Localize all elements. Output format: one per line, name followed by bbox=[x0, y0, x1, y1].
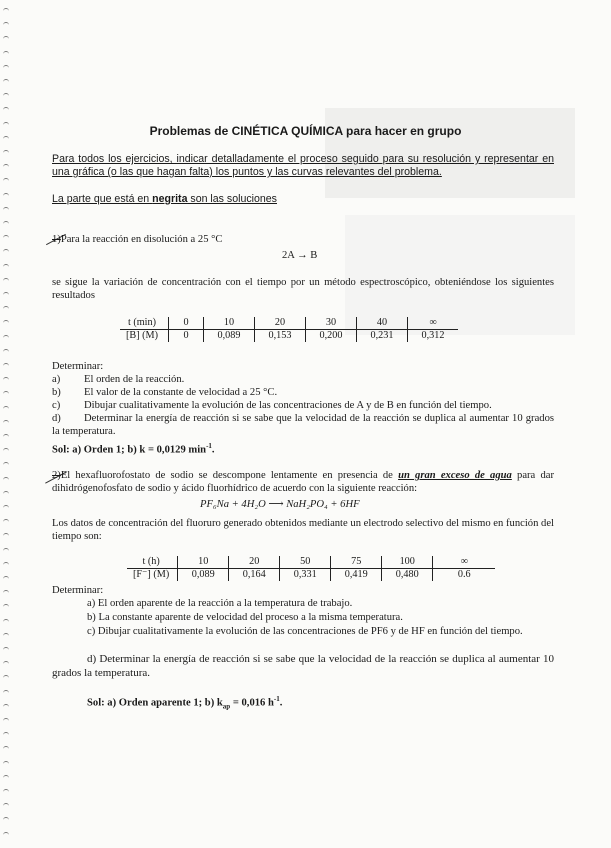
table-cell: 0,312 bbox=[407, 330, 458, 343]
binding-mark bbox=[3, 235, 9, 239]
table-cell: 0,419 bbox=[331, 569, 382, 582]
table-cell: [F⁻] (M) bbox=[133, 569, 170, 580]
binding-mark bbox=[3, 576, 9, 580]
item-letter: a) bbox=[52, 374, 61, 385]
binding-mark bbox=[3, 306, 9, 310]
ex2-table bbox=[127, 556, 495, 581]
table-cell: ∞ bbox=[407, 317, 458, 330]
binding-mark bbox=[3, 775, 9, 779]
item-text: Dibujar cualitativamente la evolución de las concentraciones de A y de B en función del tiempo. bbox=[84, 400, 492, 411]
binding-mark bbox=[3, 832, 9, 836]
binding-mark bbox=[3, 51, 9, 55]
ex2-intro bbox=[52, 469, 554, 495]
binding-mark bbox=[3, 548, 9, 552]
binding-mark bbox=[3, 335, 9, 339]
binding-mark bbox=[3, 477, 9, 481]
binding-mark bbox=[3, 93, 9, 97]
solution-text: Sol: a) Orden aparente 1; b) k bbox=[87, 697, 223, 709]
ex1-intro bbox=[52, 233, 222, 246]
item-text: El orden de la reacción. bbox=[84, 374, 185, 385]
binding-mark bbox=[3, 448, 9, 452]
binding-mark bbox=[3, 533, 9, 537]
solutions-note bbox=[52, 193, 277, 206]
table-cell: 0,153 bbox=[254, 330, 305, 343]
binding-mark bbox=[3, 221, 9, 225]
binding-mark bbox=[3, 207, 9, 211]
ex2-data-text: Los datos de concentración del fluoruro generado obtenidos mediante un electrodo selectivo del mismo en función del tiempo son: bbox=[52, 518, 554, 542]
item-text: Determinar la energía de reacción si se sabe que la velocidad de la reacción se duplica al aumentar 10 grados la temperatura. bbox=[52, 413, 554, 437]
table-cell: ∞ bbox=[433, 556, 496, 569]
binding-mark bbox=[3, 704, 9, 708]
binding-mark bbox=[3, 491, 9, 495]
list-item: b) La constante aparente de velocidad del proceso a la misma temperatura. bbox=[87, 612, 403, 623]
table-row bbox=[120, 317, 458, 330]
note-bold: negrita bbox=[152, 193, 188, 205]
note-post: son las soluciones bbox=[187, 193, 277, 205]
ex1-reaction: 2A → B bbox=[282, 250, 318, 261]
ex1-text: se sigue la variación de concentración con el tiempo por un método espectroscópico, obteniéndose los siguientes resultados bbox=[52, 277, 554, 301]
table-cell: 40 bbox=[356, 317, 407, 330]
binding-mark bbox=[3, 164, 9, 168]
table-cell: 30 bbox=[305, 317, 356, 330]
binding-mark bbox=[3, 562, 9, 566]
ex2-solution bbox=[87, 693, 282, 714]
table-cell: [B] (M) bbox=[126, 330, 158, 341]
binding-mark bbox=[3, 193, 9, 197]
binding-mark bbox=[3, 633, 9, 637]
binding-mark bbox=[3, 434, 9, 438]
ex2-reaction: PF₆Na + 4H₂O ⟶ NaH₂PO₄ + 6HF bbox=[200, 499, 360, 510]
binding-mark bbox=[3, 505, 9, 509]
ex2-determine: Determinar: bbox=[52, 585, 104, 596]
table-cell: 0 bbox=[168, 317, 203, 330]
table-cell: 0,089 bbox=[178, 569, 229, 582]
binding-mark bbox=[3, 349, 9, 353]
solution-mid: = 0,016 h bbox=[230, 697, 274, 709]
binding-mark bbox=[3, 817, 9, 821]
table-cell: 0,164 bbox=[229, 569, 280, 582]
ex2-text-emph: un gran exceso de agua bbox=[398, 470, 512, 481]
binding-mark bbox=[3, 406, 9, 410]
binding-mark bbox=[3, 732, 9, 736]
list-item bbox=[52, 399, 554, 412]
solution-text: Sol: a) Orden 1; b) k = 0,0129 min bbox=[52, 444, 207, 456]
binding-mark bbox=[3, 746, 9, 750]
table-cell: 0,331 bbox=[280, 569, 331, 582]
solution-sub: ap bbox=[222, 702, 231, 711]
binding-mark bbox=[3, 292, 9, 296]
binding-mark bbox=[3, 690, 9, 694]
table-cell: 100 bbox=[382, 556, 433, 569]
list-item: d) Determinar la energía de reacción si se sabe que la velocidad de la reacción se duplica al aumentar 10 grados la temperatura. bbox=[52, 653, 554, 679]
list-item bbox=[52, 386, 554, 399]
binding-mark bbox=[3, 619, 9, 623]
binding-mark bbox=[3, 65, 9, 69]
binding-mark bbox=[3, 264, 9, 268]
list-item: a) El orden aparente de la reacción a la temperatura de trabajo. bbox=[87, 598, 353, 609]
table-row bbox=[120, 330, 458, 343]
solution-end: . bbox=[279, 697, 283, 709]
intro-text: Para todos los ejercicios, indicar detalladamente el proceso seguido para su resolución y representar en una gráfica (o las que hagan falta) los puntos y las curvas relevantes del problema. bbox=[52, 153, 554, 178]
table-cell: 0.6 bbox=[433, 569, 496, 582]
table-cell: 75 bbox=[331, 556, 382, 569]
table-cell: 0 bbox=[168, 330, 203, 343]
table-cell: 0,200 bbox=[305, 330, 356, 343]
ex2-number: 2) bbox=[52, 470, 61, 481]
table-cell: 0,089 bbox=[203, 330, 254, 343]
binding-mark bbox=[3, 675, 9, 679]
item-text: El valor de la constante de velocidad a 25 °C. bbox=[84, 387, 278, 398]
table-cell: 20 bbox=[254, 317, 305, 330]
binding-mark bbox=[3, 363, 9, 367]
binding-mark bbox=[3, 462, 9, 466]
binding-mark bbox=[3, 661, 9, 665]
solution-sup: -1 bbox=[206, 442, 212, 450]
note-pre: La parte que está en bbox=[52, 193, 153, 205]
binding-mark bbox=[3, 36, 9, 40]
binding-mark bbox=[3, 803, 9, 807]
binding-mark bbox=[3, 249, 9, 253]
page-title: Problemas de CINÉTICA QUÍMICA para hacer en grupo bbox=[149, 124, 462, 138]
binding-mark bbox=[3, 718, 9, 722]
solution-sup: -1 bbox=[273, 695, 280, 703]
table-cell: 20 bbox=[229, 556, 280, 569]
table-cell: t (h) bbox=[127, 556, 178, 569]
list-item bbox=[52, 373, 554, 386]
binding-mark bbox=[3, 320, 9, 324]
item-letter: d) bbox=[52, 413, 61, 424]
binding-mark bbox=[3, 590, 9, 594]
binding-mark bbox=[3, 107, 9, 111]
item-letter: c) bbox=[52, 400, 61, 411]
table-cell: 50 bbox=[280, 556, 331, 569]
binding-mark bbox=[3, 178, 9, 182]
list-item bbox=[52, 412, 554, 438]
binding-mark bbox=[3, 420, 9, 424]
table-row bbox=[127, 556, 495, 569]
binding-mark bbox=[3, 647, 9, 651]
ex1-determine: Determinar: bbox=[52, 361, 104, 372]
binding-mark bbox=[3, 519, 9, 523]
item-letter: b) bbox=[52, 387, 61, 398]
ex1-solution bbox=[52, 440, 215, 457]
ex1-intro-text: Para la reacción en disolución a 25 °C bbox=[60, 234, 223, 245]
ex1-table bbox=[120, 317, 458, 342]
binding-mark bbox=[3, 8, 9, 12]
table-cell: 10 bbox=[203, 317, 254, 330]
binding-mark bbox=[3, 278, 9, 282]
ex2-text-post: para dar dihidrógenofosfato de sodio y ácido fluorhídrico de acuerdo con la siguiente reacción: bbox=[52, 470, 554, 494]
binding-mark bbox=[3, 150, 9, 154]
table-cell: 0,231 bbox=[356, 330, 407, 343]
table-cell: 0,480 bbox=[382, 569, 433, 582]
ex1-number: 1) bbox=[52, 234, 61, 245]
ex2-text-pre: El hexafluorofostato de sodio se descompone lentamente en presencia de bbox=[60, 470, 399, 481]
binding-mark bbox=[3, 79, 9, 83]
list-item: c) Dibujar cualitativamente la evolución de las concentraciones de PF6 y de HF en función del tiempo. bbox=[87, 626, 523, 637]
binding-mark bbox=[3, 761, 9, 765]
binding-mark bbox=[3, 391, 9, 395]
table-row bbox=[127, 569, 495, 582]
table-cell: 10 bbox=[178, 556, 229, 569]
table-cell: t (min) bbox=[120, 317, 168, 330]
solution-end: . bbox=[211, 444, 215, 456]
binding-mark bbox=[3, 604, 9, 608]
binding-mark bbox=[3, 377, 9, 381]
binding-mark bbox=[3, 22, 9, 26]
binding-mark bbox=[3, 789, 9, 793]
